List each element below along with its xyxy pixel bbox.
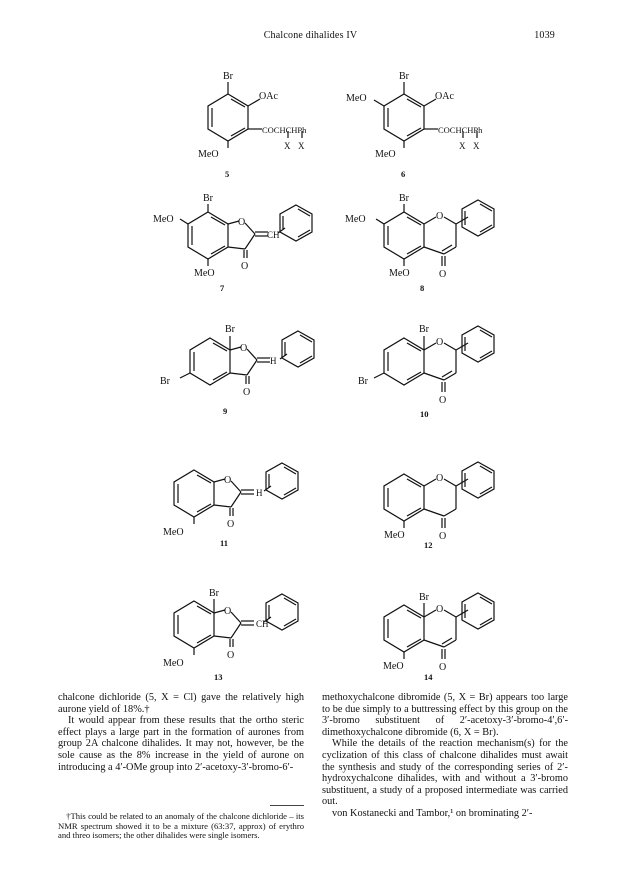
s9-carbonyl-label: O <box>243 387 251 398</box>
structure-8 <box>376 200 494 266</box>
s10-number: 10 <box>420 409 429 419</box>
s11-o-ring-label: O <box>224 475 232 486</box>
s7-o-ring-label: O <box>238 217 246 228</box>
s7-ome-bottom-label: MeO <box>194 268 215 279</box>
structure-10 <box>374 326 494 392</box>
running-title: Chalcone dihalides IV <box>263 30 358 41</box>
s7-ome-left-label: MeO <box>153 214 174 225</box>
paragraph: chalcone dichloride (5, X = Cl) gave the relatively high aurone yield of 18%.† <box>58 692 304 715</box>
s8-br-label: Br <box>399 193 409 204</box>
s14-number: 14 <box>424 672 433 682</box>
page-number: 1039 <box>534 30 555 41</box>
s6-br-label: Br <box>399 71 409 82</box>
s11-ome-label: MeO <box>163 527 184 538</box>
s7-number: 7 <box>220 283 225 293</box>
body-column-right <box>322 692 568 820</box>
s9-br-left-label: Br <box>160 376 170 387</box>
structure-7 <box>180 204 312 266</box>
s13-ch-label: CH <box>256 619 269 629</box>
s7-br-label: Br <box>203 193 213 204</box>
s6-ome-top-label: MeO <box>346 93 367 104</box>
s8-ome-left-label: MeO <box>345 214 366 225</box>
s8-number: 8 <box>420 283 425 293</box>
s12-o-ring-label: O <box>436 473 444 484</box>
s5-oac-label: OAc <box>259 91 278 102</box>
paragraph: von Kostanecki and Tambor,¹ on brominating 2′- <box>332 807 533 819</box>
s6-ome-label: MeO <box>375 149 396 160</box>
structure-12 <box>384 462 494 528</box>
s6-oac-label: OAc <box>435 91 454 102</box>
s5-x2-label: X <box>298 141 305 151</box>
structure-6 <box>374 82 477 148</box>
footnote-text: †This could be related to an anomaly of the chalcone dichloride – its NMR spectrum showed it to be a mixture (63:37, approx) of erythro and threo isomers; the other dihalides were single isomers. <box>58 811 304 841</box>
s5-br-label: Br <box>223 71 233 82</box>
s7-ch-label: CH <box>267 230 280 240</box>
body-column-left <box>58 692 304 773</box>
s5-side-chain-label: COCHCHPh <box>262 125 307 135</box>
s6-x1-label: X <box>459 141 466 151</box>
s10-carbonyl-label: O <box>439 395 447 406</box>
s8-ome-bottom-label: MeO <box>389 268 410 279</box>
s14-carbonyl-label: O <box>439 662 447 673</box>
s6-number: 6 <box>401 169 406 179</box>
structure-11 <box>174 463 298 524</box>
s10-br-top-label: Br <box>419 324 429 335</box>
structure-9 <box>180 331 314 385</box>
s11-number: 11 <box>220 538 229 548</box>
s12-ome-label: MeO <box>384 530 405 541</box>
structure-13 <box>174 594 298 655</box>
s13-br-label: Br <box>209 588 219 599</box>
s5-ome-label: MeO <box>198 149 219 160</box>
s9-br-top-label: Br <box>225 324 235 335</box>
s9-o-ring-label: O <box>240 343 248 354</box>
s9-number: 9 <box>223 406 228 416</box>
paragraph: It would appear from these results that the ortho steric effect plays a large part in the formation of aurones from group 2A chalcone dihalides. It may not, however, be the sole cause as the 8% increase in the yield of aurone on introducing a 4′-OMe group into 2′-acetoxy-3′-bromo-6′- <box>58 715 304 773</box>
s13-number: 13 <box>214 672 223 682</box>
s11-carbonyl-label: O <box>227 519 235 530</box>
s7-carbonyl-label: O <box>241 261 249 272</box>
s5-x1-label: X <box>284 141 291 151</box>
s12-number: 12 <box>424 540 433 550</box>
s5-number: 5 <box>225 169 230 179</box>
s14-ome-label: MeO <box>383 661 404 672</box>
s6-x2-label: X <box>473 141 480 151</box>
s10-o-ring-label: O <box>436 337 444 348</box>
footnote-rule <box>270 805 304 806</box>
s9-h-label: H <box>270 356 277 366</box>
s11-h-label: H <box>256 488 263 498</box>
s8-carbonyl-label: O <box>439 269 447 280</box>
structure-5 <box>208 82 302 148</box>
s13-carbonyl-label: O <box>227 650 235 661</box>
s6-side-chain-label: COCHCHPh <box>438 125 483 135</box>
s10-br-left-label: Br <box>358 376 368 387</box>
footnote <box>58 812 304 841</box>
s14-br-label: Br <box>419 592 429 603</box>
s14-o-ring-label: O <box>436 604 444 615</box>
paragraph: methoxychalcone dibromide (5, X = Br) appears too large to be due simply to a buttressing effect by this group on the 3′-bromo substituent of 2′-acetoxy-3′-bromo-4′,6′-dimethoxychalcone dibromide (6, X = Br). <box>322 692 568 738</box>
paragraph: While the details of the reaction mechanism(s) for the cyclization of this class of chalcone dihalides must await the synthesis and study of the corresponding series of 2′-hydroxychalcone dihalides, with and without a 3′-bromo substituent, a study of a proposed intermediate was carried out. <box>322 738 568 808</box>
structure-14 <box>384 593 494 659</box>
s13-o-ring-label: O <box>224 606 232 617</box>
s8-o-ring-label: O <box>436 211 444 222</box>
s12-carbonyl-label: O <box>439 531 447 542</box>
s13-ome-label: MeO <box>163 658 184 669</box>
